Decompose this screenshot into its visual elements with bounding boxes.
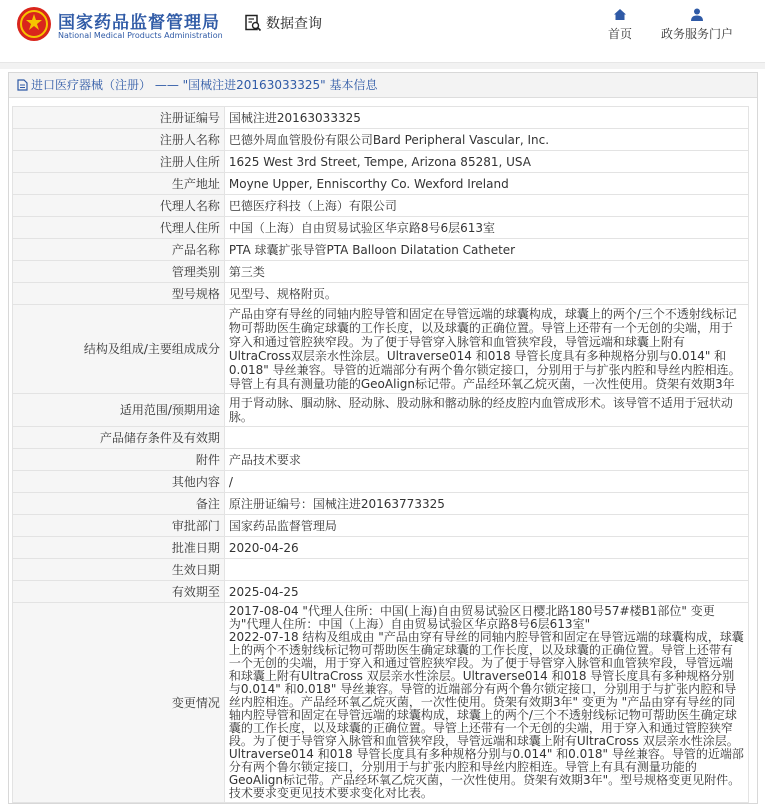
info-table (12, 106, 749, 803)
field-label: 备注 (13, 493, 225, 515)
nav-service-portal[interactable] (655, 8, 739, 42)
field-value: Moyne Upper, Enniscorthy Co. Wexford Ireland (224, 173, 748, 195)
table-row (13, 581, 749, 603)
field-value: PTA 球囊扩张导管PTA Balloon Dilatation Catheter (224, 239, 748, 261)
field-value: 见型号、规格附页。 (224, 283, 748, 305)
field-value: 2020-04-26 (224, 537, 748, 559)
table-row (13, 151, 749, 173)
table-row-changes (13, 603, 749, 803)
nav-portal-label: 政务服务门户 (660, 27, 733, 41)
field-label: 生产地址 (13, 173, 225, 195)
field-value: 国家药品监督管理局 (224, 515, 748, 537)
table-row (13, 305, 749, 394)
document-icon (17, 79, 28, 91)
field-value: / (224, 471, 748, 493)
table-row (13, 449, 749, 471)
header-divider (0, 63, 765, 69)
field-label: 产品储存条件及有效期 (13, 427, 225, 449)
table-row (13, 537, 749, 559)
nav-home-label: 首页 (607, 27, 632, 41)
field-label: 生效日期 (13, 559, 225, 581)
table-row (13, 394, 749, 427)
table-row (13, 239, 749, 261)
field-label: 注册人住所 (13, 151, 225, 173)
field-label: 变更情况 (13, 603, 225, 803)
table-row (13, 471, 749, 493)
field-label: 注册证编号 (13, 107, 225, 129)
field-value: 原注册证编号：国械注进20163773325 (224, 493, 748, 515)
field-label: 其他内容 (13, 471, 225, 493)
table-row (13, 559, 749, 581)
field-label: 注册人名称 (13, 129, 225, 151)
home-icon (613, 8, 627, 21)
field-value: 产品技术要求 (224, 449, 748, 471)
field-label: 审批部门 (13, 515, 225, 537)
table-row (13, 283, 749, 305)
table-row (13, 173, 749, 195)
nav-home[interactable] (600, 8, 640, 42)
field-value: 产品由穿有导丝的同轴内腔导管和固定在导管远端的球囊构成，球囊上的两个/三个不透射线标记物可帮助医生确定球囊的工作长度，以及球囊的正确位置。导管上还带有一个无创的尖端，用于穿入和通过管腔狭窄段。为了便于导管穿入脉管和血管狭窄段，导管远端和球囊上附有UltraCross双层亲水性涂层。Ultraverse014 和018 导管长度具有多种规格分别与0.014" 和0.018" 导丝兼容。导管的近端部分有两个鲁尔锁定接口，分别用于与扩张内腔和导丝内腔相连。导管上有具有测量功能的GeoAlign标记带。产品经环氧乙烷灭菌，一次性使用。贷架有效期3年 (224, 305, 748, 394)
field-value: 巴德医疗科技（上海）有限公司 (224, 195, 748, 217)
field-label: 批准日期 (13, 537, 225, 559)
field-value (224, 559, 748, 581)
user-icon (690, 8, 704, 21)
detail-panel (8, 72, 758, 804)
field-label: 管理类别 (13, 261, 225, 283)
field-label: 型号规格 (13, 283, 225, 305)
field-value: 用于肾动脉、腘动脉、胫动脉、股动脉和髂动脉的经皮腔内血管成形术。该导管不适用于冠状动脉。 (224, 394, 748, 427)
field-value-changes (224, 603, 748, 803)
brand-name-en: National Medical Products Administration (58, 31, 223, 40)
table-row (13, 107, 749, 129)
field-value: 1625 West 3rd Street, Tempe, Arizona 85281, USA (224, 151, 748, 173)
site-header (0, 0, 765, 63)
table-row (13, 217, 749, 239)
panel-title (9, 73, 757, 98)
field-label: 产品名称 (13, 239, 225, 261)
field-label: 结构及组成/主要组成成分 (13, 305, 225, 394)
change-entry-2: 2022-07-18 结构及组成由 "产品由穿有导丝的同轴内腔导管和固定在导管远端的球囊构成，球囊上的两个不透射线标记物可帮助医生确定球囊的工作长度，以及球囊的正确位置。导管上还带有一个无创的尖端，用于穿入和通过管腔狭窄段。为了便于导管穿入脉管和血管狭窄段，导管远端和球囊上附有UltraCross 双层亲水性涂层。Ultraverse014 和018 导管长度具有多种规格分别与0.014" 和0.018" 导丝兼容。导管的近端部分有两个鲁尔锁定接口，分别用于与扩张内腔和导丝内腔相连。产品经环氧乙烷灭菌，一次性使用。贷架有效期3年" 变更为 "产品由穿有导丝的同轴内腔导管和固定在导管远端的球囊构成，球囊上的两个/三个不透射线标记物可帮助医生确定球囊的工作长度，以及球囊的正确位置。导管上还带有一个无创的尖端，用于穿入和通过管腔狭窄段。为了便于导管穿入脉管和血管狭窄段，导管远端和球囊上附有UltraCross 双层亲水性涂层。Ultraverse014 和018 导管长度具有多种规格分别与0.014" 和0.018" 导丝兼容。导管的近端部分有两个鲁尔锁定接口，分别用于与扩张内腔和导丝内腔相连。导管上有具有测量功能的GeoAlign标记带。产品经环氧乙烷灭菌，一次性使用。贷架有效期3年"。型号规格变更见附件。技术要求变更见技术要求变化对比表。 (228, 630, 744, 800)
national-emblem-logo[interactable] (16, 6, 52, 42)
search-doc-icon (244, 14, 262, 32)
table-row (13, 195, 749, 217)
data-query-link[interactable] (244, 13, 322, 33)
field-label: 有效期至 (13, 581, 225, 603)
table-row (13, 515, 749, 537)
panel-title-text: 进口医疗器械（注册） —— "国械注进20163033325" 基本信息 (31, 78, 378, 92)
field-value: 第三类 (224, 261, 748, 283)
field-label: 代理人名称 (13, 195, 225, 217)
brand-name-cn: 国家药品监督管理局 (58, 13, 220, 33)
field-value: 2025-04-25 (224, 581, 748, 603)
field-value: 巴德外周血管股份有限公司Bard Peripheral Vascular, Inc. (224, 129, 748, 151)
table-row (13, 493, 749, 515)
field-value: 中国（上海）自由贸易试验区华京路8号6层613室 (224, 217, 748, 239)
table-row (13, 129, 749, 151)
field-label: 附件 (13, 449, 225, 471)
data-query-label: 数据查询 (266, 16, 322, 32)
field-label: 代理人住所 (13, 217, 225, 239)
change-entry-1: 2017-08-04 "代理人住所：中国(上海)自由贸易试验区日樱北路180号57#楼B1部位" 变更为"代理人住所：中国（上海）自由贸易试验区华京路8号6层613室" (228, 604, 715, 631)
table-row (13, 427, 749, 449)
field-label: 适用范围/预期用途 (13, 394, 225, 427)
field-value: 国械注进20163033325 (224, 107, 748, 129)
field-value (224, 427, 748, 449)
table-row (13, 261, 749, 283)
